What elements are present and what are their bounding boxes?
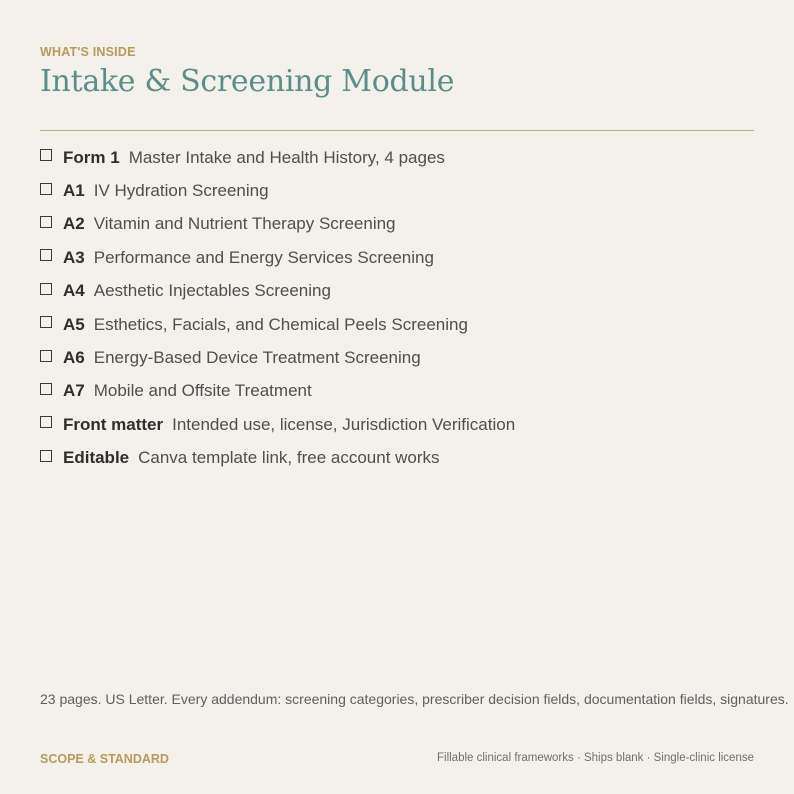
list-item: [40, 442, 515, 475]
list-item: [40, 375, 515, 408]
item-description: Aesthetic Injectables Screening: [93, 281, 331, 301]
contents-list: [40, 141, 515, 475]
page-title: Intake & Screening Module: [40, 64, 455, 99]
checkbox-icon[interactable]: [40, 316, 52, 328]
list-item: [40, 408, 515, 441]
checkbox-icon[interactable]: [40, 416, 52, 428]
list-item: [40, 341, 515, 374]
footer-label: SCOPE & STANDARD: [40, 752, 169, 766]
item-code: A4: [63, 281, 85, 301]
item-code: A5: [63, 314, 85, 334]
list-item: [40, 141, 515, 174]
list-item: [40, 208, 515, 241]
section-eyebrow: WHAT'S INSIDE: [40, 45, 136, 59]
item-code: A6: [63, 348, 85, 368]
item-code: A3: [63, 247, 85, 267]
footer-tagline: Fillable clinical frameworks · Ships blank · Single-clinic license: [436, 752, 754, 764]
item-code: A2: [63, 214, 85, 234]
checkbox-icon[interactable]: [40, 450, 52, 462]
checkbox-icon[interactable]: [40, 350, 52, 362]
list-item: [40, 174, 515, 207]
item-description: Canva template link, free account works: [138, 448, 440, 468]
item-code: A7: [63, 381, 85, 401]
list-item: [40, 308, 515, 341]
checkbox-icon[interactable]: [40, 283, 52, 295]
item-description: Energy-Based Device Treatment Screening: [93, 348, 421, 368]
item-description: IV Hydration Screening: [93, 181, 269, 201]
checkbox-icon[interactable]: [40, 249, 52, 261]
list-item: [40, 241, 515, 274]
checkbox-icon[interactable]: [40, 383, 52, 395]
checkbox-icon[interactable]: [40, 149, 52, 161]
item-description: Performance and Energy Services Screening: [93, 247, 434, 267]
page-summary: 23 pages. US Letter. Every addendum: screening categories, prescriber decision fields, documentation fields, signatures.: [40, 691, 789, 707]
item-code: A1: [63, 181, 85, 201]
item-code: Front matter: [63, 414, 164, 434]
checkbox-icon[interactable]: [40, 183, 52, 195]
item-code: Editable: [63, 448, 130, 468]
item-code: Form 1: [63, 147, 120, 167]
checkbox-icon[interactable]: [40, 216, 52, 228]
item-description: Mobile and Offsite Treatment: [93, 381, 312, 401]
divider: [40, 130, 754, 131]
item-description: Master Intake and Health History, 4 pages: [128, 147, 445, 167]
item-description: Esthetics, Facials, and Chemical Peels Screening: [93, 314, 468, 334]
item-description: Vitamin and Nutrient Therapy Screening: [93, 214, 396, 234]
item-description: Intended use, license, Jurisdiction Verification: [172, 414, 516, 434]
list-item: [40, 275, 515, 308]
